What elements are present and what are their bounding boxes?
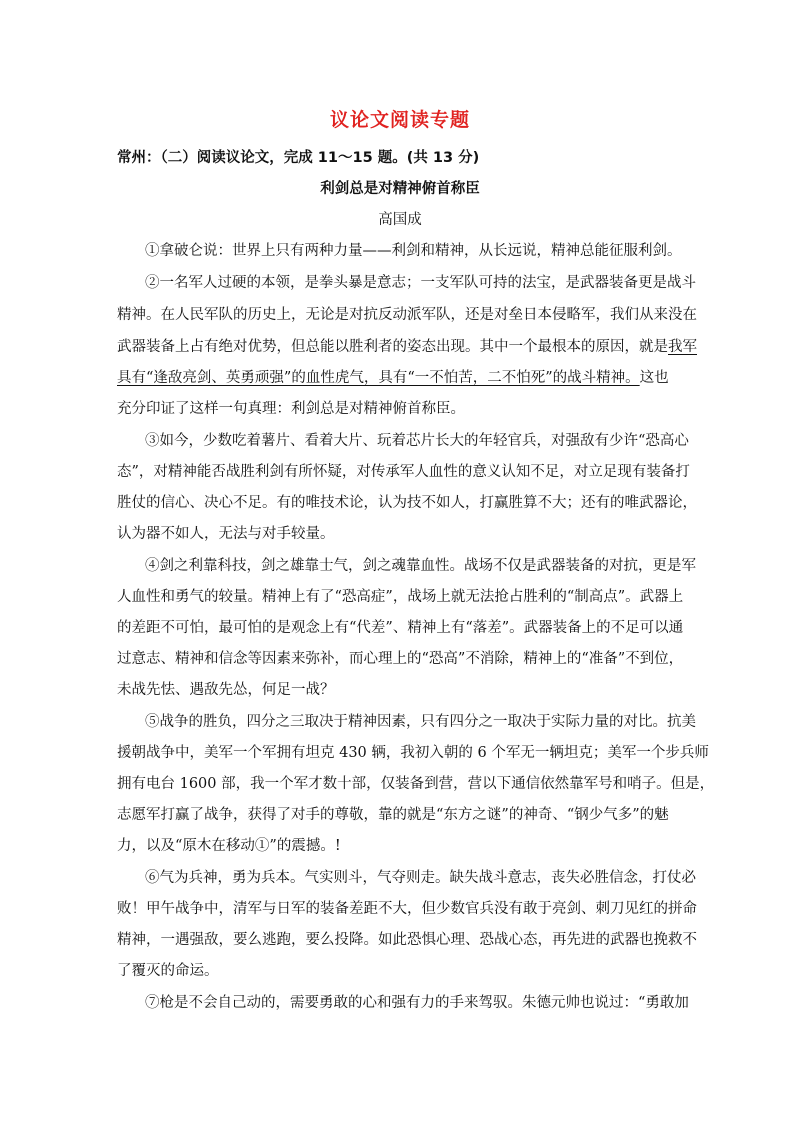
paragraph-4-line-4: 过意志、精神和信念等因素来弥补，而心理上的“恐高”不消除，精神上的“准备”不到位，: [117, 651, 684, 667]
paragraph-2-line-4-text: 这也: [639, 370, 669, 386]
paragraph-2-line-3-text: 武器装备上占有绝对优势，但总能以胜利者的姿态出现。其中一个最根本的原因，就是: [117, 339, 668, 355]
paragraph-3-line-3: 胜仗的信心、决心不足。有的唯技术论，认为技不如人，打赢胜算不大；还有的唯武器论，: [117, 495, 697, 511]
paragraph-2-line-1: ②一名军人过硬的本领，是拳头暴是意志；一支军队可持的法宝，是武器装备更是战斗: [145, 275, 696, 291]
paragraph-6-line-3: 精神，一遇强敌，要么逃跑，要么投降。如此恐惧心理、恐战心态，再先进的武器也挽救不: [117, 932, 697, 948]
paragraph-3-line-1: ③如今，少数吃着薯片、看着大片、玩着芯片长大的年轻官兵，对强敌有少许“恐高心: [145, 433, 689, 449]
paragraph-2-line-2: 精神。在人民军队的历史上，无论是对抗反动派军队，还是对垒日本侵略军，我们从来没在: [117, 307, 697, 323]
paragraph-1-line-1: ①拿破仑说：世界上只有两种力量——利剑和精神，从长远说，精神总能征服利剑。: [145, 243, 682, 259]
paragraph-5-line-1: ⑤战争的胜负，四分之三取决于精神因素，只有四分之一取决于实际力量的对比。抗美: [145, 714, 696, 730]
paragraph-5-line-2: 援朝战争中，美军一个军拥有坦克 430 辆，我初入朝的 6 个军无一辆坦克；美军一个步兵师: [117, 745, 709, 761]
paragraph-6-line-2: 败！甲午战争中，清军与日军的装备差距不大，但少数官兵没有敢于亮剑、刺刀见红的拼命: [117, 901, 697, 917]
paragraph-2-line-5: 充分印证了这样一句真理：利剑总是对精神俯首称臣。: [117, 401, 465, 417]
article-author: 高国成: [378, 212, 422, 228]
paragraph-7-line-1: ⑦枪是不会自己动的，需要勇敢的心和强有力的手来驾驭。朱德元帅也说过：“勇敢加: [145, 995, 689, 1011]
underlined-sentence: 具有“逢敌亮剑、英勇顽强”的血性虎气，具有“一不怕苦，二不怕死”的战斗精神。: [117, 370, 640, 386]
paragraph-2-line-3: [117, 337, 697, 357]
question-intro: 常州：（二）阅读议论文，完成 11～15 题。(共 13 分): [117, 150, 480, 166]
paragraph-4-line-3: 的差距不可怕，最可怕的是观念上有“代差”、精神上有“落差”。武器装备上的不足可以通: [117, 620, 684, 636]
document-title: 议论文阅读专题: [329, 109, 470, 131]
paragraph-4-line-2: 人血性和勇气的较量。精神上有了“恐高症”，战场上就无法抢占胜利的“制高点”。武器上: [117, 589, 684, 605]
paragraph-3-line-4: 认为器不如人，无法与对手较量。: [117, 526, 335, 542]
paragraph-3-line-2: 态”，对精神能否战胜利剑有所怀疑，对传承军人血性的意义认知不足，对立足现有装备打: [117, 464, 690, 480]
paragraph-4-line-5: 未战先怯、遇敌先怂，何足一战？: [117, 682, 335, 698]
paragraph-5-line-3: 拥有电台 1600 部，我一个军才数十部，仅装备到营，营以下通信依然靠军号和哨子。但是，: [117, 776, 715, 792]
paragraph-2-line-4: [117, 368, 687, 388]
paragraph-5-line-4: 志愿军打赢了战争，获得了对手的尊敬，靠的就是“东方之谜”的神奇、“钢少气多”的魅: [117, 807, 669, 823]
paragraph-6-line-1: ⑥气为兵神，勇为兵本。气实则斗，气夺则走。缺失战斗意志，丧失必胜信念，打仗必: [145, 870, 696, 886]
paragraph-4-line-1: ④剑之利靠科技，剑之雄靠士气，剑之魂靠血性。战场不仅是武器装备的对抗，更是军: [145, 558, 696, 574]
paragraph-5-line-5: 力，以及“原木在移动①”的震撼。!: [117, 838, 341, 854]
paragraph-6-line-4: 了覆灭的命运。: [117, 963, 219, 979]
article-title: 利剑总是对精神俯首称臣: [320, 181, 480, 197]
underlined-sentence-start: 我军: [668, 339, 697, 355]
